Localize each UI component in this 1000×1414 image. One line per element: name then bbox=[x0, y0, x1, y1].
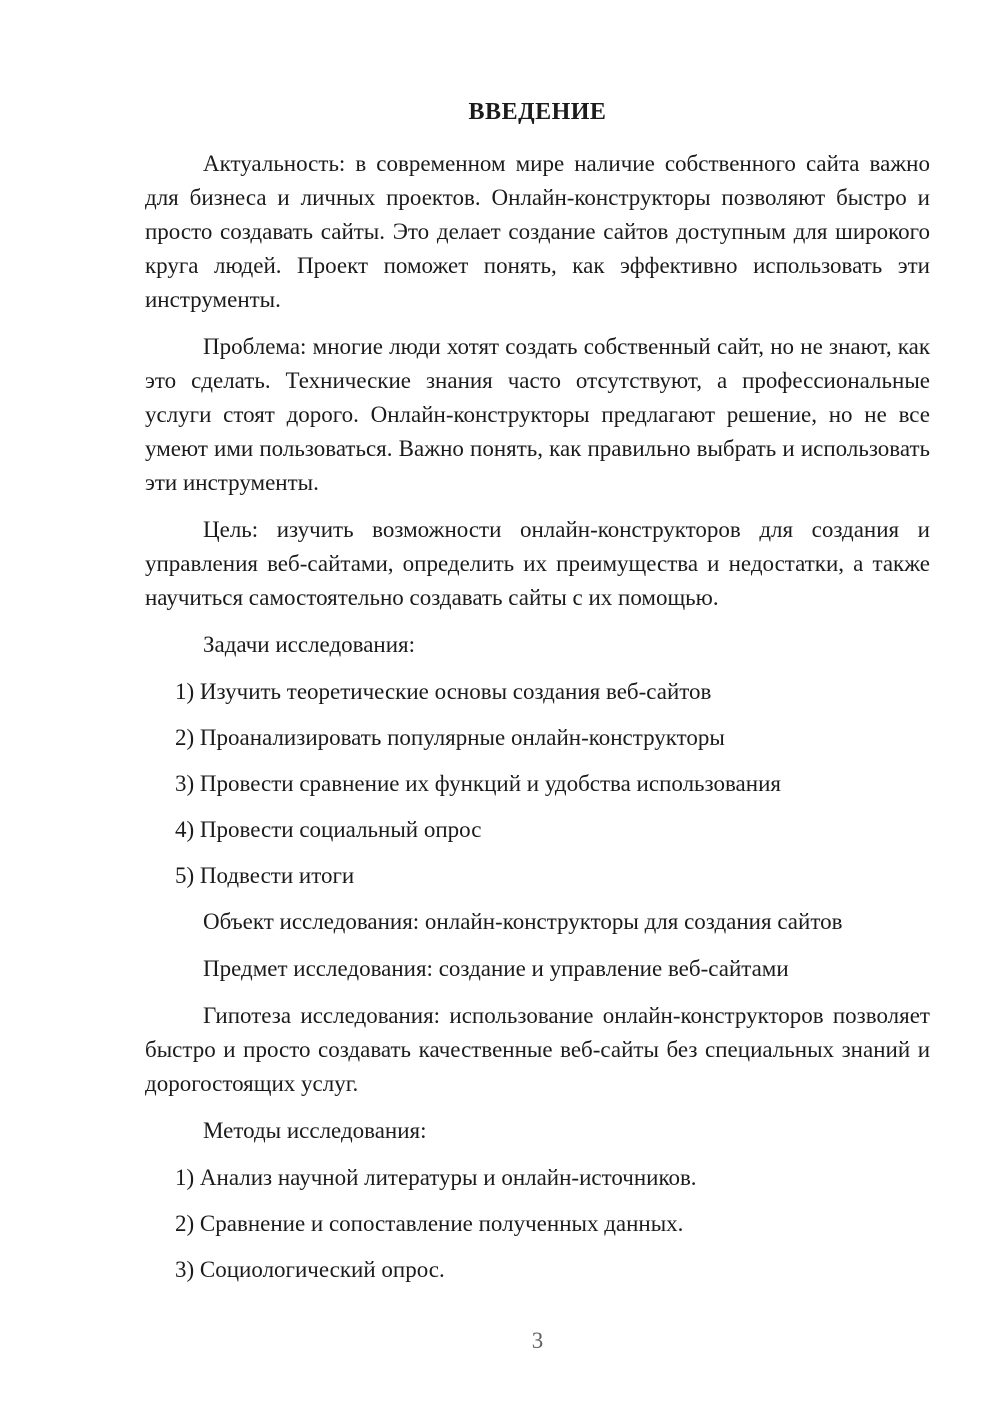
method-item-3: 3) Социологический опрос. bbox=[175, 1257, 445, 1282]
paragraph-hypothesis: Гипотеза исследования: использование онлайн-конструкторов позволяет быстро и просто создавать качественные веб-сайты без специальных знаний и дорогостоящих услуг. bbox=[145, 1003, 930, 1096]
task-item-4: 4) Провести социальный опрос bbox=[175, 817, 482, 842]
tasks-heading: Задачи исследования: bbox=[203, 632, 416, 657]
task-item-3: 3) Провести сравнение их функций и удобства использования bbox=[175, 771, 781, 796]
task-item-2: 2) Проанализировать популярные онлайн-конструкторы bbox=[175, 725, 725, 750]
paragraph-goal: Цель: изучить возможности онлайн-конструкторов для создания и управления веб-сайтами, определить их преимущества и недостатки, а также научиться самостоятельно создавать сайты с их помощью. bbox=[145, 517, 930, 610]
paragraph-subject: Предмет исследования: создание и управление веб-сайтами bbox=[203, 956, 789, 981]
methods-heading: Методы исследования: bbox=[203, 1118, 427, 1143]
paragraph-problem: Проблема: многие люди хотят создать собственный сайт, но не знают, как это сделать. Технические знания часто отсутствуют, а профессиональные услуги стоят дорого. Онлайн-конструкторы предлагают решение, но не все умеют ими пользоваться. Важно понять, как правильно выбрать и использовать эти инструменты. bbox=[145, 334, 930, 495]
page-title: ВВЕДЕНИЕ bbox=[468, 99, 607, 125]
task-item-5: 5) Подвести итоги bbox=[175, 863, 355, 888]
page-number: 3 bbox=[531, 1328, 544, 1353]
paragraph-object: Объект исследования: онлайн-конструкторы для создания сайтов bbox=[203, 909, 843, 934]
method-item-2: 2) Сравнение и сопоставление полученных данных. bbox=[175, 1211, 684, 1236]
method-item-1: 1) Анализ научной литературы и онлайн-источников. bbox=[175, 1165, 697, 1190]
page-content bbox=[145, 95, 930, 1299]
paragraph-relevance: Актуальность: в современном мире наличие собственного сайта важно для бизнеса и личных проектов. Онлайн-конструкторы позволяют быстро и просто создавать сайты. Это делает создание сайтов доступным для широкого круга людей. Проект поможет понять, как эффективно использовать эти инструменты. bbox=[145, 151, 930, 312]
task-item-1: 1) Изучить теоретические основы создания веб-сайтов bbox=[175, 679, 712, 704]
